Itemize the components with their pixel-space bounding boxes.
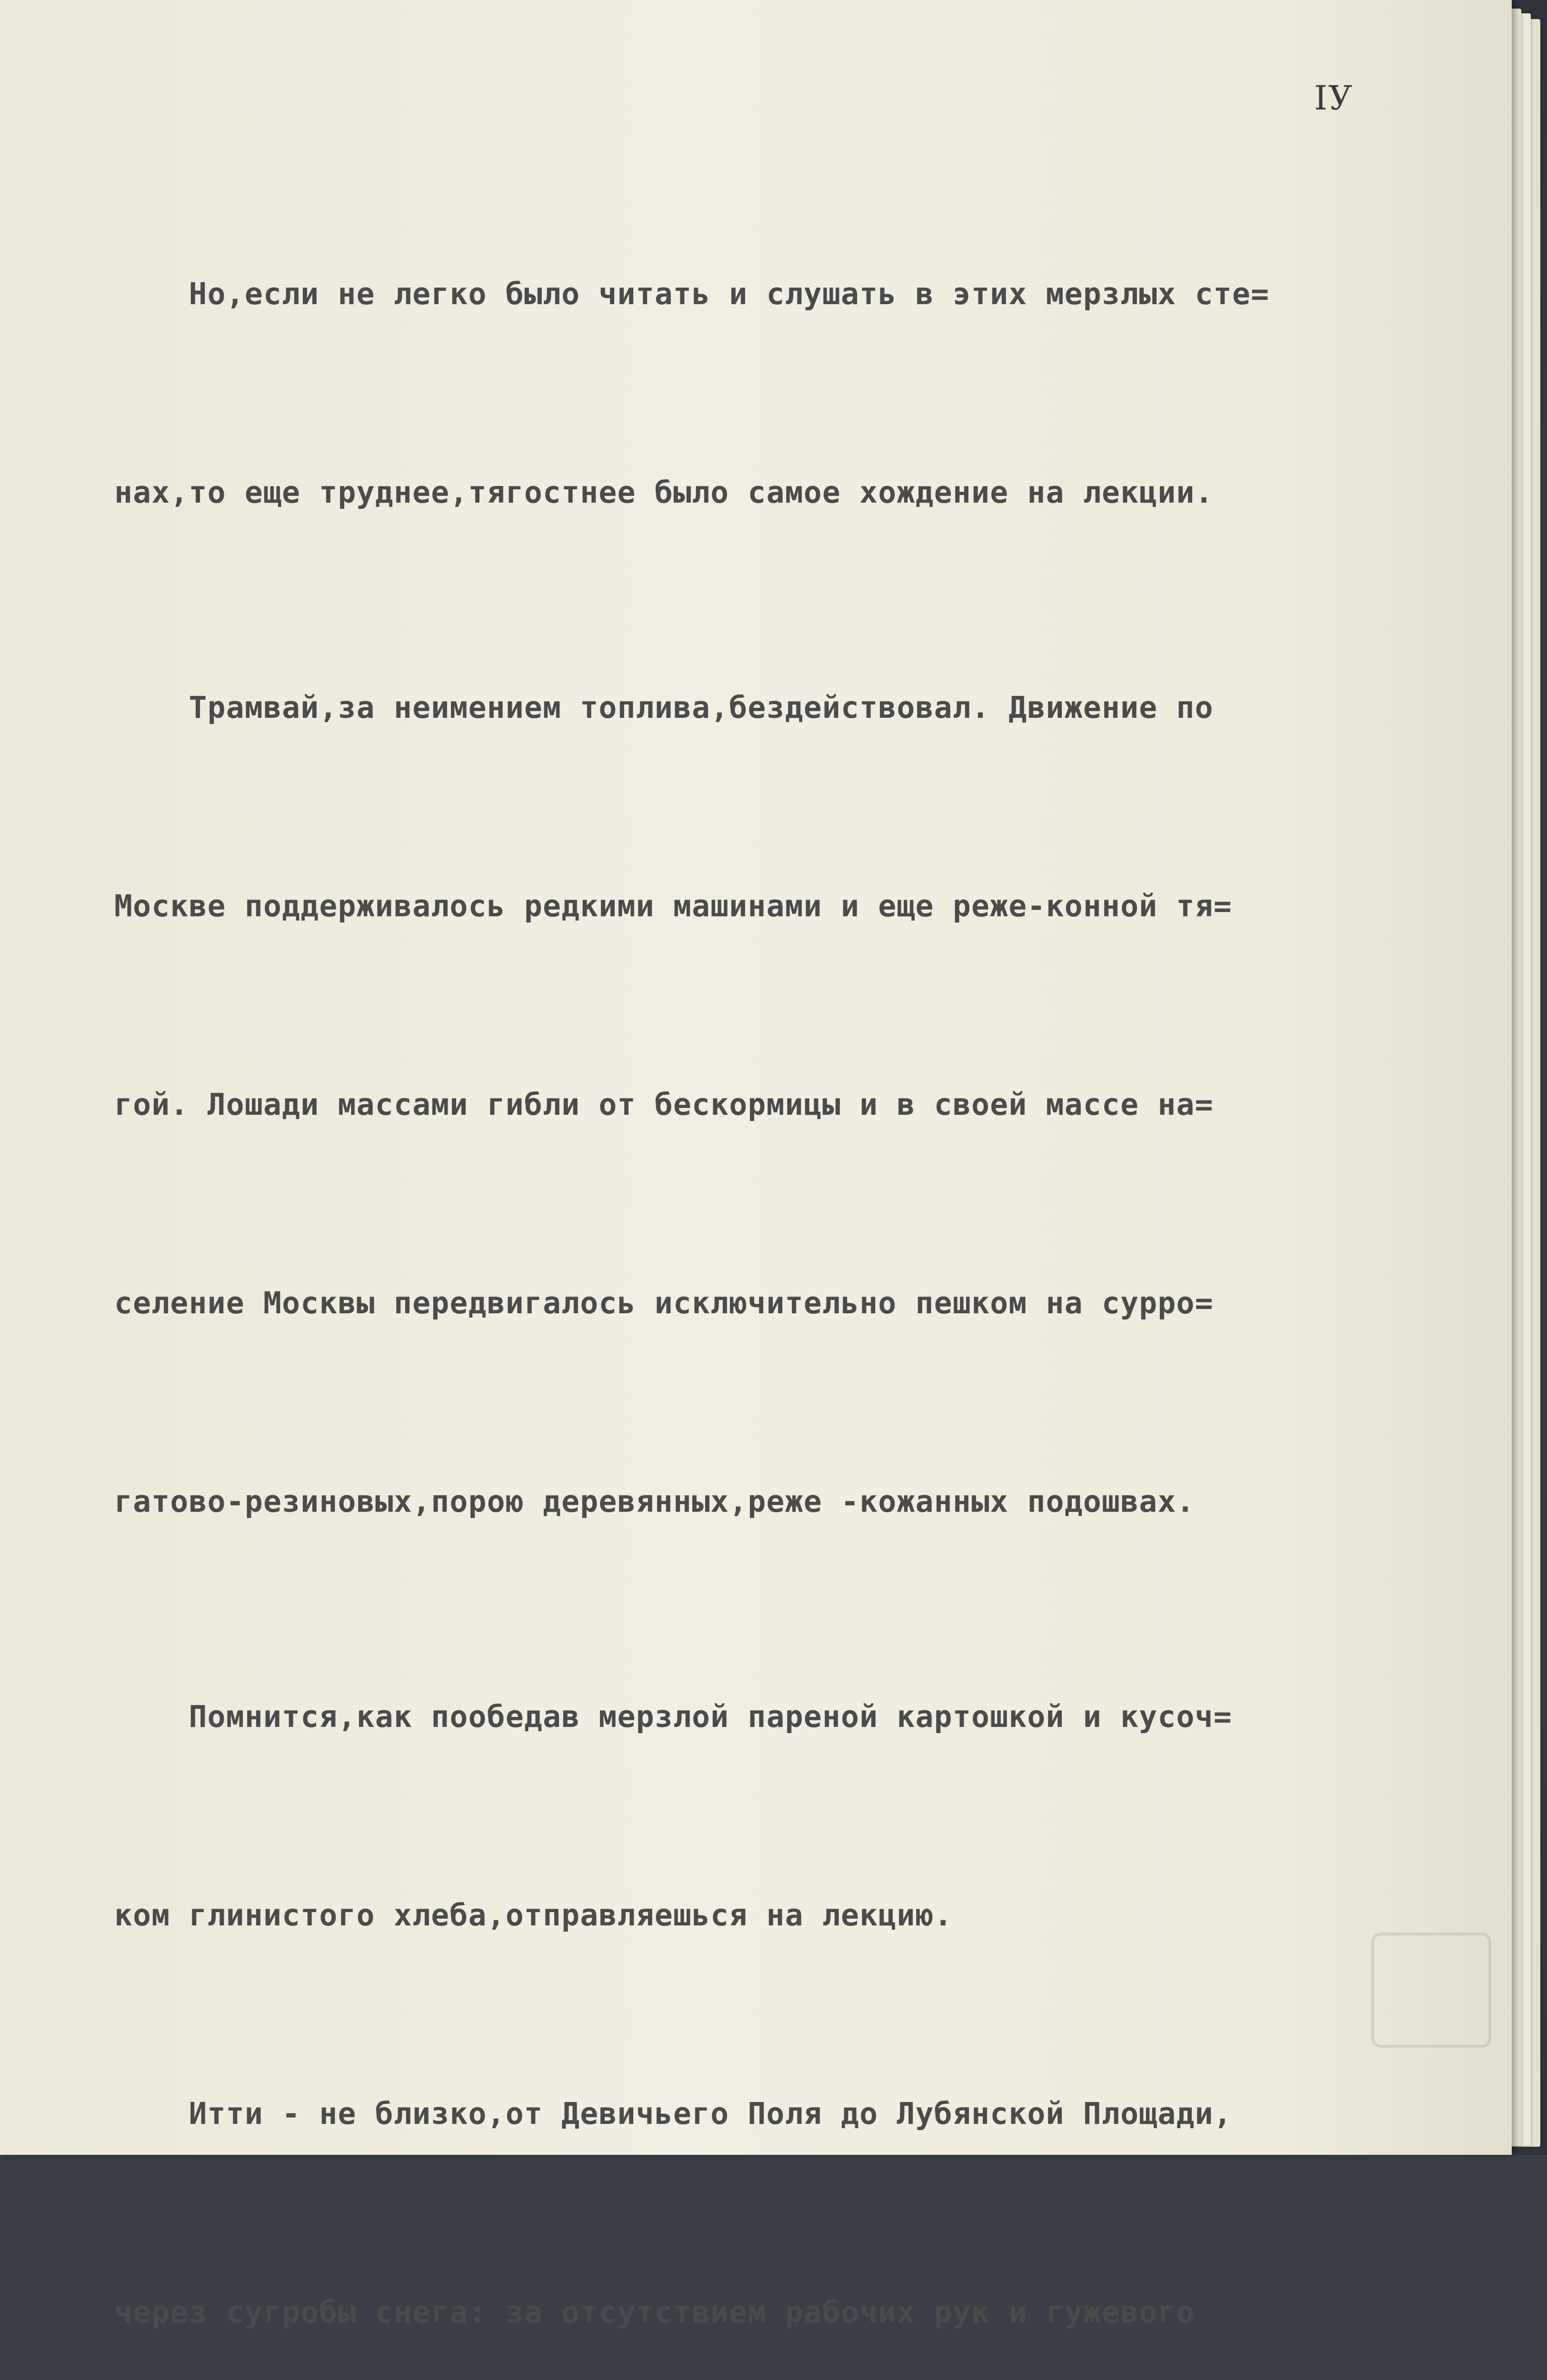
page-number: IУ bbox=[1314, 79, 1354, 118]
text-line: нах,то еще труднее,тягостнее было самое хождение на лекции. bbox=[114, 475, 1214, 510]
text-line: Но,если не легко было читать и слушать в этих мерзлых сте= bbox=[114, 277, 1270, 311]
text-line: через сугробы снега: за отсутствием рабочих рук и гужевого bbox=[114, 2295, 1195, 2330]
text-line: гатово-резиновых,порою деревянных,реже -кожанных подошвах. bbox=[114, 1484, 1195, 1519]
text-line: гой. Лошади массами гибли от бескормицы и в своей массе на= bbox=[114, 1087, 1214, 1122]
text-line: Трамвай,за неимением топлива,бездействовал. Движение по bbox=[114, 690, 1214, 725]
body-text bbox=[114, 129, 1409, 2380]
text-line: Москве поддерживалось редкими машинами и еще реже-конной тя= bbox=[114, 889, 1232, 923]
text-line: селение Москвы передвигалось исключительно пешком на сурро= bbox=[114, 1286, 1214, 1320]
text-line: Итти - не близко,от Девичьего Поля до Лубянской Площади, bbox=[114, 2096, 1232, 2131]
text-line: Помнится,как пообедав мерзлой пареной картошкой и кусоч= bbox=[114, 1699, 1232, 1734]
text-line: ком глинистого хлеба,отправляешься на лекцию. bbox=[114, 1898, 953, 1933]
